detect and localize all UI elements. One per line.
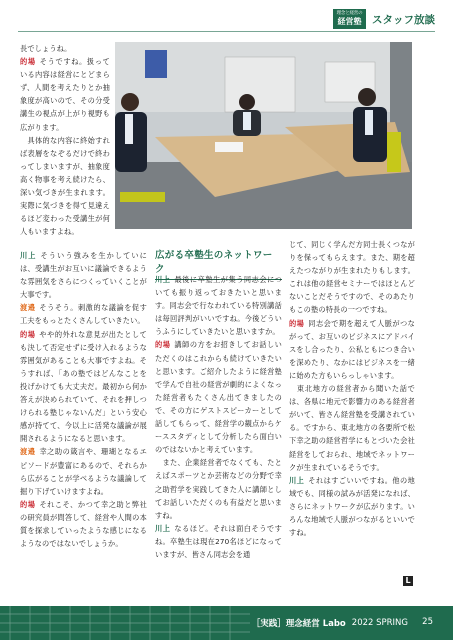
badge-small-text: 理念と経営の [336, 11, 363, 17]
article-end-mark: L [403, 576, 413, 586]
section-badge [333, 9, 366, 29]
footer-pattern [0, 606, 250, 640]
magazine-name: ［実践］理念経営 Labo [251, 619, 346, 629]
meeting-photo-illustration [115, 42, 412, 229]
paragraph: 的場 やや的外れな意見が出たとしても決して否定せずに受け入れるような雰囲気があることも大事ですよね。そうすれば、「あの塾ではどんなことを投げかけても大丈夫だ。最初から何か答えが決められていて、それを押しつけられる塾じゃないんだ」という安心感が持てて、今以上に活発な議論が展開されるようになると思います。 [20, 329, 147, 444]
paragraph: じて、同じく学んだ方同士長くつながりを保ってもらえます。また、期を超えたつながりが生まれたりもします。これは他の経営セミナーではほとんどないことだそうですので、そのあたりもこの塾の特長の一つですね。 [289, 240, 415, 315]
paragraph: 渡邉 そうそう。刺激的な議論を促す工夫をもっとたくさんしていきたい。 [20, 303, 147, 326]
paragraph: 的場 講師の方をお招きしてお話しいただくのはこれからも続けていきたいと思います。ご紹介したように経営塾で学んで自社の経営が劇的によくなった経営者もたくさん出てきましたので、その方にゲストスピーカーとして話してもらって、経営学の観点からケーススタディとして分析したら面白いのではないかと考えています。 [155, 340, 282, 455]
speaker-name: 川上 [289, 475, 305, 485]
meeting-photo [115, 42, 412, 229]
paragraph: 川上 なるほど。それは面白そうですね。卒塾生は現在270名ほどになっていますが、皆さん同志会を通 [155, 523, 282, 559]
paragraph: 東北地方の経営者から聞いた話では、各県に地元で影響力のある経営者がいて、皆さん経営塾を受講されている。ですから、東北地方の各要所で松下幸之助の経営哲学にもとづいた会社経営をしておられ、地域でネットワークが生まれているそうです。 [289, 384, 415, 472]
speaker-name: 的場 [155, 340, 171, 350]
column-1-top [20, 42, 110, 238]
paragraph: 的場 それこそ、かつて幸之助と弊社の研究員が問答して、経営や人間の本質を探求していったような感じになるようなのではないでしょうか。 [20, 499, 147, 549]
speaker-name: 的場 [20, 329, 36, 339]
column-1-bottom [20, 249, 147, 550]
paragraph: 的場 同志会で期を超えて人脈がつながって、お互いのビジネスにアドバイスをし合ったり、公私ともにつき合いを深めたり、なかにはビジネスを一緒に始めた方もいらっしゃいます。 [289, 318, 415, 380]
speaker-name: 川上 [20, 251, 37, 260]
issue-label: 2022 SPRING [351, 618, 408, 628]
section-heading-text: 広がる卒塾生のネットワーク [155, 250, 273, 275]
paragraph: 的場 そうですね。扱っている内容は経営にとどまらず、人間を考えたりとか抽象度が高いので、その分受講生の視点が上がり視野も広がります。 [20, 57, 110, 132]
paragraph: 具体的な内容に終始すれば表層をなぞるだけで終わってしまいますが、抽象度高く物事を考え続けたら、深い気づきが生まれます。実際に気づきを得て見違えるほど変わった受講生が何人もいますよね。 [20, 135, 110, 237]
column-2 [155, 273, 282, 561]
paragraph: 川上 それはすごいいですね。他の地域でも、同様の試みが活発になれば、さらにネットワークが広がります。いろんな地域で人脈がつながるといいですね。 [289, 475, 415, 538]
paragraph: また、企業経営者でなくても、たとえばスポーツとか芸術などの分野で幸之助哲学を実践してきた人に講師としてお話しいただくのも有益だと思いますね。 [155, 458, 282, 520]
speaker-name: 的場 [20, 57, 36, 67]
badge-big-text: 経営塾 [337, 16, 362, 26]
speaker-name: 的場 [289, 318, 305, 328]
footer-publication [252, 617, 408, 629]
paragraph: 渡邉 幸之助の箴言や、珊瑚となるエピソードが豊富にあるので、それらから広がることが学べるような議論して掘り下げていけますよね。 [20, 447, 147, 496]
speaker-name: 的場 [20, 499, 36, 509]
header-rule [18, 31, 435, 32]
speaker-name: 川上 [155, 523, 171, 533]
page-number: 25 [422, 617, 433, 627]
paragraph: 長でしょうね。 [20, 44, 72, 53]
speaker-name: 川上 [155, 275, 171, 284]
section-header [333, 8, 435, 30]
speaker-name: 渡邉 [20, 447, 36, 457]
speaker-name: 渡邉 [20, 303, 36, 313]
page-footer [0, 606, 453, 640]
column-3 [289, 238, 415, 539]
section-title: スタッフ放談 [372, 13, 435, 26]
paragraph: 川上 最後に卒塾生が集う同志会についても振り返っておきたいと思います。同志会で行なわれている特別講話は毎回評判がいいですね。今後どういうふうにしていきたいと思いますか。 [155, 275, 282, 337]
paragraph: 川上 そういう強みを生かしていには、受講生がお互いに議論できるような雰囲気をさらにつくっていくことが大事です。 [20, 251, 147, 300]
